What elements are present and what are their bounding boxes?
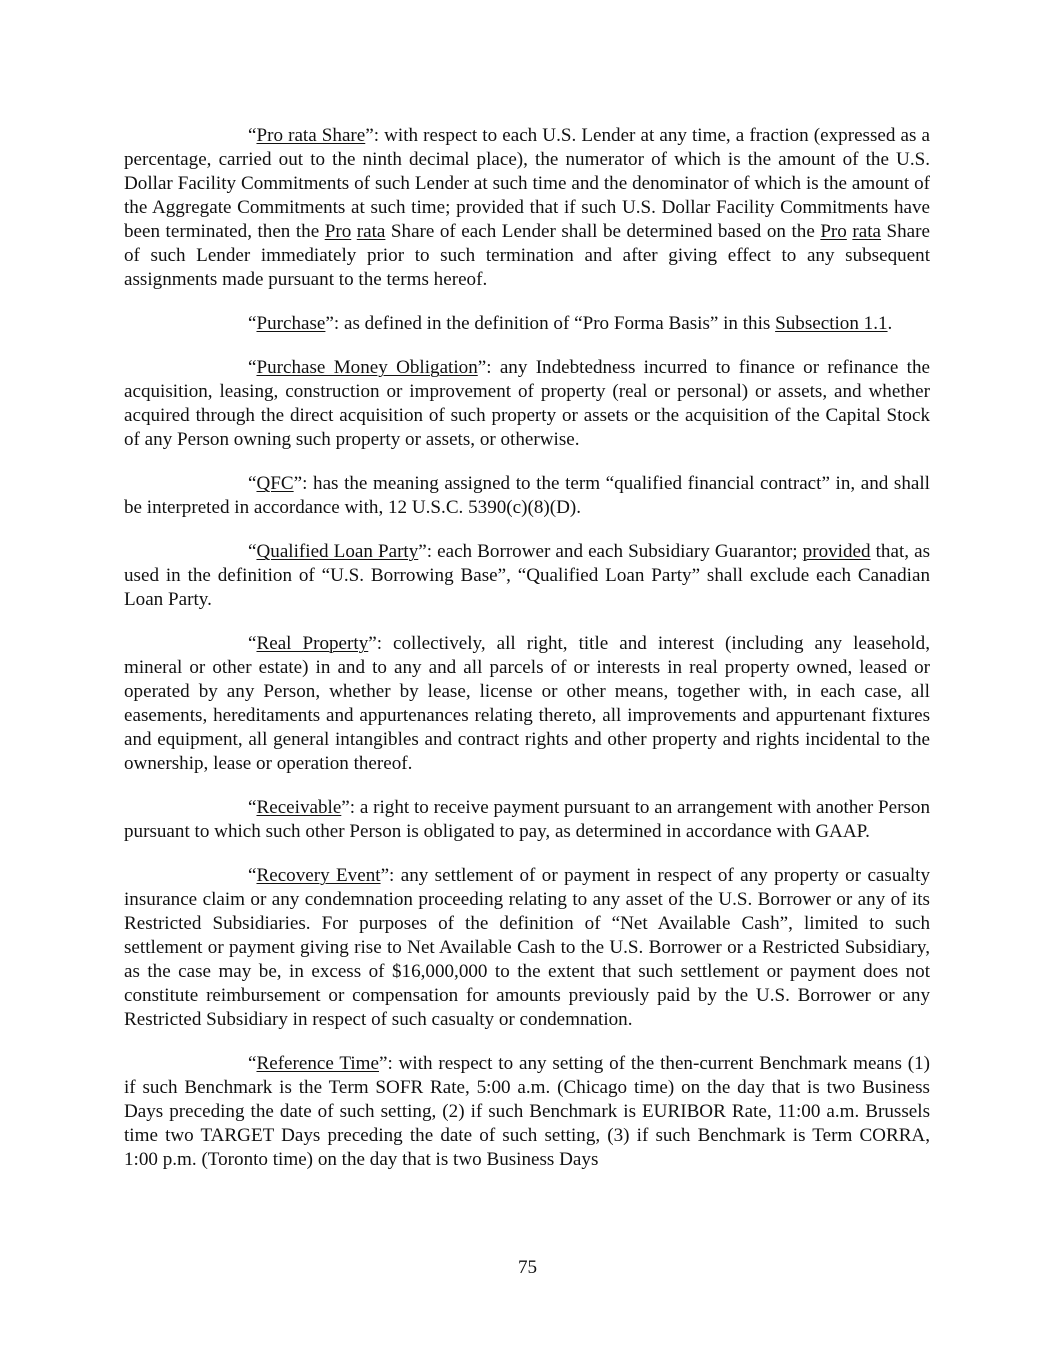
defined-term: Receivable [256, 797, 342, 818]
definition-real-property: “Real Property”: collectively, all right, title and interest (including any leasehold, mineral or other estate) in and to any and all parcels of or interests in real property owned, leased or operated by any Person, whether by lease, license or other means, together with, in each case, all easements, hereditaments and appurtenances relating thereto, all improvements and appurtenant fixtures and equipment, all general intangibles and contract rights and other property and rights incidental to the ownership, lease or operation thereof. [124, 633, 930, 774]
defined-term: Recovery Event [256, 865, 381, 886]
defined-term: Reference Time [256, 1053, 379, 1074]
defined-term: Real Property [256, 633, 369, 654]
defined-term: Purchase [256, 313, 326, 334]
defined-term: QFC [256, 473, 294, 494]
defined-term: Pro rata Share [256, 125, 366, 146]
definition-receivable: “Receivable”: a right to receive payment pursuant to an arrangement with another Person pursuant to which such other Person is obligated to pay, as determined in accordance with GAAP. [124, 797, 930, 842]
definition-purchase-money-obligation: “Purchase Money Obligation”: any Indebtedness incurred to finance or refinance the acquisition, leasing, construction or improvement of property (real or personal) or assets, and whether acquired through the direct acquisition of such property or assets or the acquisition of the Capital Stock of any Person owning such property or assets, or otherwise. [124, 357, 930, 450]
definition-pro-rata-share: “Pro rata Share”: with respect to each U.S. Lender at any time, a fraction (expressed as a percentage, carried out to the ninth decimal place), the numerator of which is the amount of the U.S. Dollar Facility Commitments of such Lender at such time and the denominator of which is the amount of the Aggregate Commitments at such time; provided that if such U.S. Dollar Facility Commitments have been terminated, then the Pro rata Share of each Lender shall be determined based on the Pro rata Share of such Lender immediately prior to such termination and after giving effect to any subsequent assignments made pursuant to the terms hereof. [124, 125, 930, 290]
definition-reference-time: “Reference Time”: with respect to any setting of the then-current Benchmark means (1) if such Benchmark is the Term SOFR Rate, 5:00 a.m. (Chicago time) on the day that is two Business Days preceding the date of such setting, (2) if such Benchmark is EURIBOR Rate, 11:00 a.m. Brussels time two TARGET Days preceding the date of such setting, (3) if such Benchmark is Term CORRA, 1:00 p.m. (Toronto time) on the day that is two Business Days [124, 1053, 930, 1170]
document-page [124, 124, 930, 1192]
definition-qfc: “QFC”: has the meaning assigned to the term “qualified financial contract” in, and shall be interpreted in accordance with, 12 U.S.C. 5390(c)(8)(D). [124, 473, 930, 518]
definition-recovery-event: “Recovery Event”: any settlement of or payment in respect of any property or casualty insurance claim or any condemnation proceeding relating to any asset of the U.S. Borrower or any of its Restricted Subsidiaries. For purposes of the definition of “Net Available Cash”, limited to such settlement or payment giving rise to Net Available Cash to the U.S. Borrower or a Restricted Subsidiary, as the case may be, in excess of $16,000,000 to the extent that such settlement or payment does not constitute reimbursement or compensation for amounts previously paid by the U.S. Borrower or any Restricted Subsidiary in respect of such casualty or condemnation. [124, 865, 930, 1030]
definition-qualified-loan-party: “Qualified Loan Party”: each Borrower and each Subsidiary Guarantor; provided that, as used in the definition of “U.S. Borrowing Base”, “Qualified Loan Party” shall exclude each Canadian Loan Party. [124, 541, 931, 610]
page-number: 75 [517, 1257, 538, 1278]
defined-term: Purchase Money Obligation [256, 357, 478, 378]
defined-term: Qualified Loan Party [256, 541, 419, 562]
subsection-reference: Subsection 1.1 [775, 313, 888, 334]
definition-purchase: “Purchase”: as defined in the definition of “Pro Forma Basis” in this Subsection 1.1. [248, 313, 893, 334]
